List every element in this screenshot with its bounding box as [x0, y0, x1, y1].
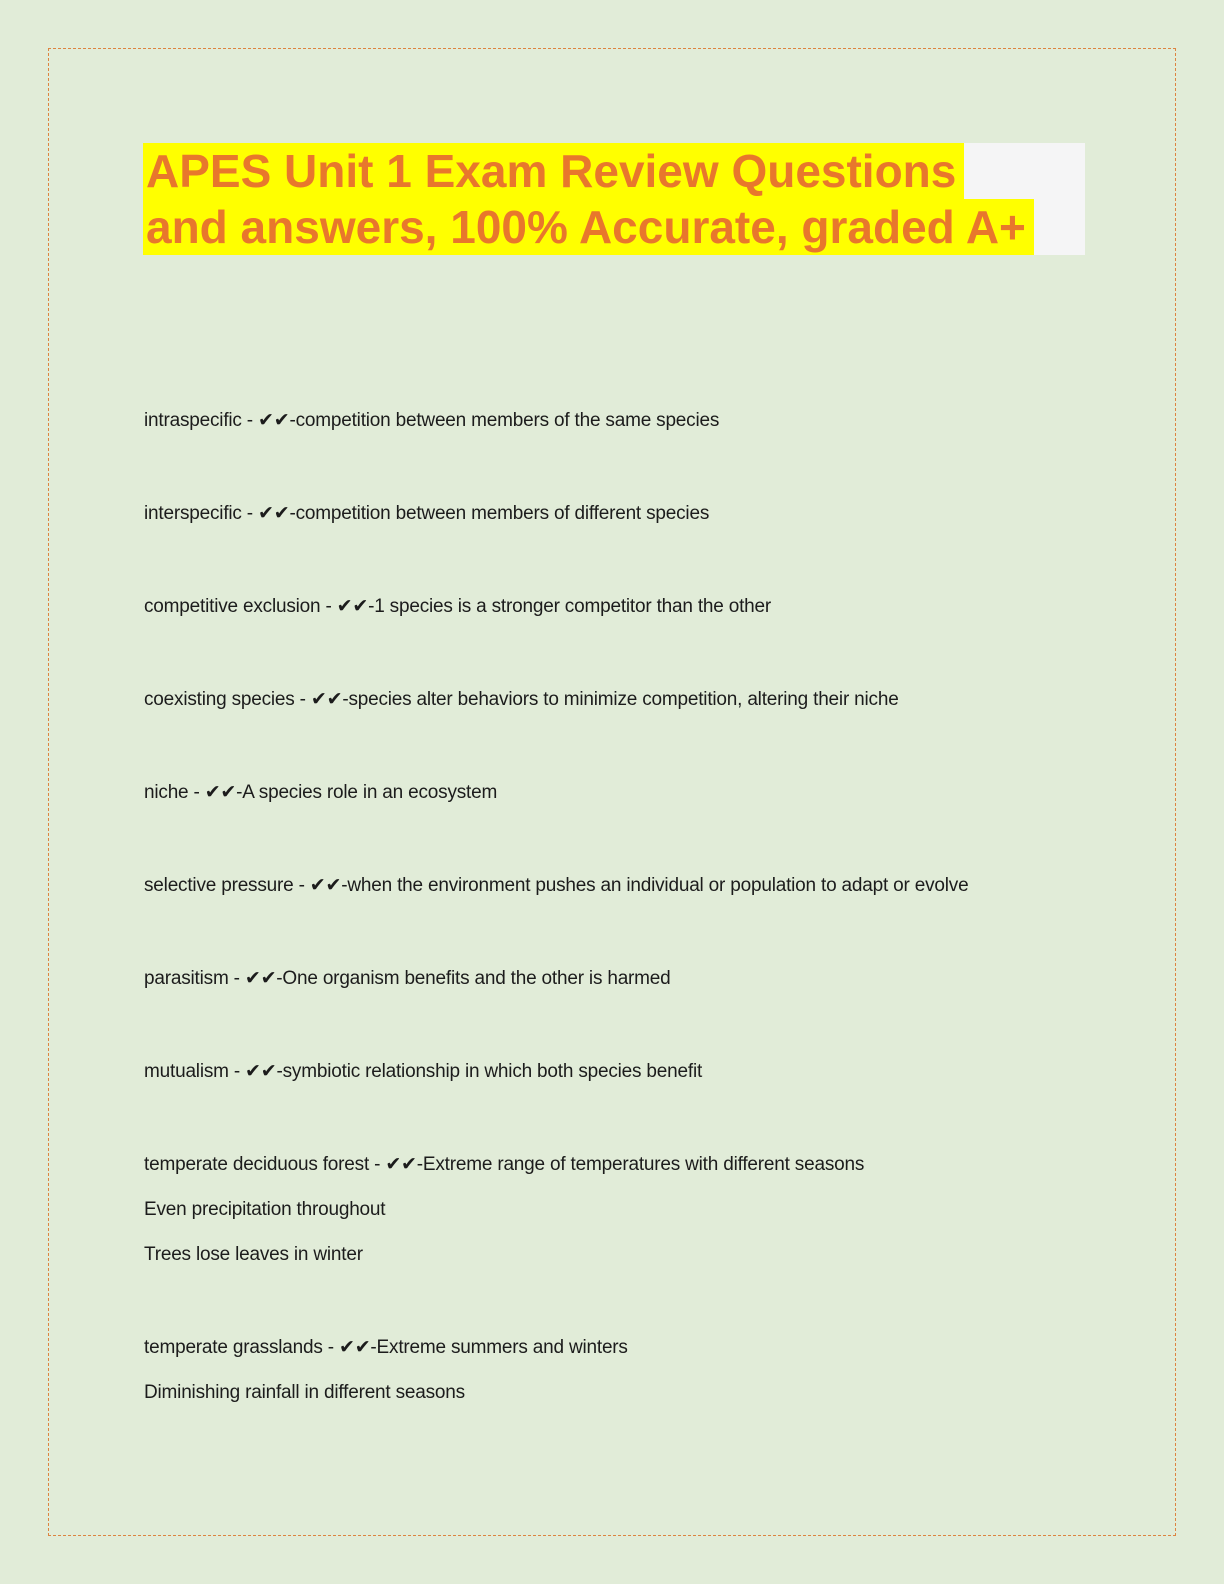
qa-item	[144, 1325, 1175, 1415]
title-line-1: APES Unit 1 Exam Review Questions	[143, 143, 964, 199]
qa-line: Diminishing rainfall in different seasons	[144, 1382, 465, 1403]
qa-line: temperate deciduous forest - ✔✔-Extreme range of temperatures with different seasons	[144, 1154, 865, 1175]
qa-line: temperate grasslands - ✔✔-Extreme summers and winters	[144, 1337, 628, 1358]
title-line-2: and answers, 100% Accurate, graded A+	[143, 199, 1034, 255]
qa-line: coexisting species - ✔✔-species alter behaviors to minimize competition, altering their niche	[144, 689, 899, 710]
qa-item	[144, 677, 1175, 722]
qa-item	[144, 1049, 1175, 1094]
title-line-2-row	[143, 199, 1085, 255]
title-line-1-row	[143, 143, 1085, 199]
qa-item	[144, 584, 1175, 629]
qa-item	[144, 398, 1175, 443]
qa-line: interspecific - ✔✔-competition between members of different species	[144, 503, 710, 524]
qa-line: intraspecific - ✔✔-competition between members of the same species	[144, 410, 720, 431]
qa-item	[144, 770, 1175, 815]
page-content	[49, 49, 1175, 1415]
qa-item	[144, 956, 1175, 1001]
qa-line: mutualism - ✔✔-symbiotic relationship in which both species benefit	[144, 1061, 703, 1082]
qa-item	[144, 491, 1175, 536]
qa-line: selective pressure - ✔✔-when the environment pushes an individual or population to adapt or evolve	[144, 875, 969, 896]
qa-line: parasitism - ✔✔-One organism benefits and the other is harmed	[144, 968, 671, 989]
qa-list	[143, 398, 1175, 1415]
qa-item	[144, 1142, 1175, 1277]
page-border	[48, 48, 1176, 1536]
qa-item	[144, 863, 1175, 908]
qa-line: niche - ✔✔-A species role in an ecosystem	[144, 782, 498, 803]
document-title-block	[143, 143, 1085, 255]
qa-line: Even precipitation throughout	[144, 1199, 386, 1220]
qa-line: competitive exclusion - ✔✔-1 species is a stronger competitor than the other	[144, 596, 772, 617]
qa-line: Trees lose leaves in winter	[144, 1244, 363, 1265]
